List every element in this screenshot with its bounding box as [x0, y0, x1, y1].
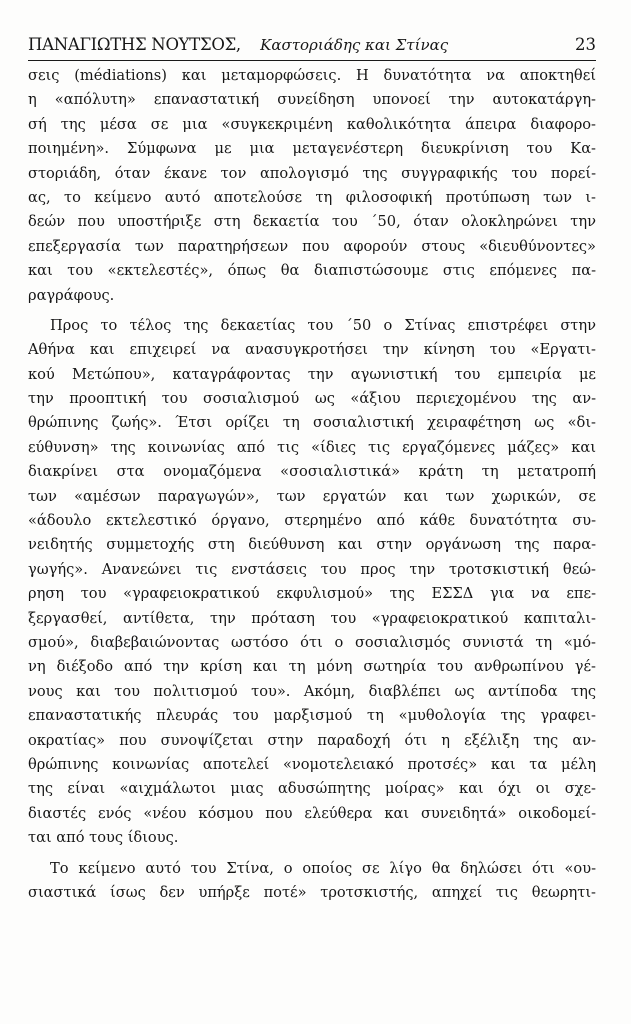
paragraph-3: [28, 857, 596, 906]
text-line: κού Μετώπου», καταγράφοντας την αγωνιστική του εμπειρία με: [28, 365, 596, 383]
text-line: της είναι «αιχμάλωτοι μιας αδυσώπητης μοίρας» και όχι οι σχε-: [28, 780, 596, 798]
header-title: Καστοριάδης και Στίνας: [260, 36, 449, 54]
text-line: γωγής». Ανανεώνει τις ενστάσεις του προς την τροτσκιστική θεώ-: [28, 560, 596, 578]
text-line: σμού», διαβεβαιώνοντας ωστόσο ότι ο σοσιαλισμός συνιστά τη «μό-: [28, 633, 596, 651]
text-line: νη διέξοδο από την κρίση και τη μόνη σωτηρία του ανθρωπίνου γέ-: [28, 658, 596, 676]
text-line: ξεργασθεί, αντίθετα, την πρόταση του «γραφειοκρατικού καπιταλι-: [28, 609, 596, 627]
text-line: θρώπινης ζωής». Έτσι ορίζει τη σοσιαλιστική χειραφέτηση ως «δι-: [28, 414, 596, 432]
text-line: την προοπτική του σοσιαλισμού ως «άξιου περιεχομένου της αν-: [28, 390, 596, 408]
text-line: νειδητής συμμετοχής στη διεύθυνση και στην οργάνωση της παρα-: [28, 536, 596, 554]
page-number: 23: [575, 35, 596, 54]
text-line: ται από τους ίδιους.: [28, 829, 179, 847]
paragraph-2: [28, 314, 596, 851]
text-line: στοριάδη, όταν έκανε τον απολογισμό της συγγραφικής του πορεί-: [28, 164, 596, 182]
text-line: οκρατίας» που συνοψίζεται στην παραδοχή ότι η εξέλιξη της αν-: [28, 731, 596, 749]
text-line: διαστές ενός «νέου κόσμου που ελεύθερα και συνειδητά» οικοδομεί-: [28, 804, 596, 822]
text-line: ποιημένη». Σύμφωνα με μια μεταγενέστερη διευκρίνιση του Κα-: [28, 140, 596, 158]
text-line: Αθήνα και επιχειρεί να ανασυγκροτήσει την κίνηση του «Εργατι-: [28, 341, 596, 359]
text-line: νους και του πολιτισμού του». Ακόμη, διαβλέπει ως αντίποδα της: [28, 682, 596, 700]
text-line: σή της μέσα σε μια «συγκεκριμένη καθολικότητα άπειρα διαφορο-: [28, 115, 596, 133]
body-text: [28, 64, 596, 905]
text-line: των «αμέσων παραγωγών», των εργατών και των χωρικών, σε: [28, 487, 596, 505]
text-line: η «απόλυτη» επαναστατική συνείδηση υπονοεί την αυτοκατάργη-: [28, 91, 596, 109]
running-header: [28, 30, 596, 61]
text-line: επαναστατικής πλευράς του μαρξισμού τη «μυθολογία της γραφει-: [28, 707, 596, 725]
text-line: Προς το τέλος της δεκαετίας του ΄50 ο Στίνας επιστρέφει στην: [50, 316, 596, 334]
header-author: ΠΑΝΑΓΙΩΤΗΣ ΝΟΥΤΣΟΣ,: [28, 35, 241, 54]
text-line: ας, το κείμενο αυτό αποτελούσε τη φιλοσοφική προτύπωση των ι-: [28, 188, 596, 206]
text-line: ραγράφους.: [28, 286, 115, 304]
text-line: και του «εκτελεστές», όπως θα διαπιστώσουμε στις επόμενες πα-: [28, 262, 596, 280]
text-line: σεις (médiations) και μεταμορφώσεις. Η δυνατότητα να αποκτηθεί: [28, 67, 596, 84]
text-line: δεών που υποστήριξε στη δεκαετία του ΄50, όταν ολοκληρώνει την: [28, 213, 596, 231]
text-line: εύθυνση» της κοινωνίας από τις «ίδιες τις εργαζόμενες μάζες» και: [28, 438, 596, 456]
text-line: σιαστικά ίσως δεν υπήρξε ποτέ» τροτσκιστής, απηχεί τις θεωρητι-: [28, 883, 596, 901]
text-line: διακρίνει στα ονομαζόμενα «σοσιαλιστικά» κράτη τη μετατροπή: [28, 463, 596, 481]
text-line: επεξεργασία των παρατηρήσεων που αφορούν στους «διευθύνοντες»: [28, 237, 596, 255]
text-line: «άδουλο εκτελεστικό όργανο, στερημένο από κάθε δυνατότητα συ-: [28, 512, 596, 530]
text-line: Το κείμενο αυτό του Στίνα, ο οποίος σε λίγο θα δηλώσει ότι «ου-: [50, 859, 596, 877]
text-line: θρώπινης κοινωνίας αποτελεί «νομοτελειακό προτσές» και τα μέλη: [28, 755, 596, 773]
paragraph-1: [28, 64, 596, 308]
text-line: ρηση του «γραφειοκρατικού εκφυλισμού» της ΕΣΣΔ για να επε-: [28, 585, 596, 603]
